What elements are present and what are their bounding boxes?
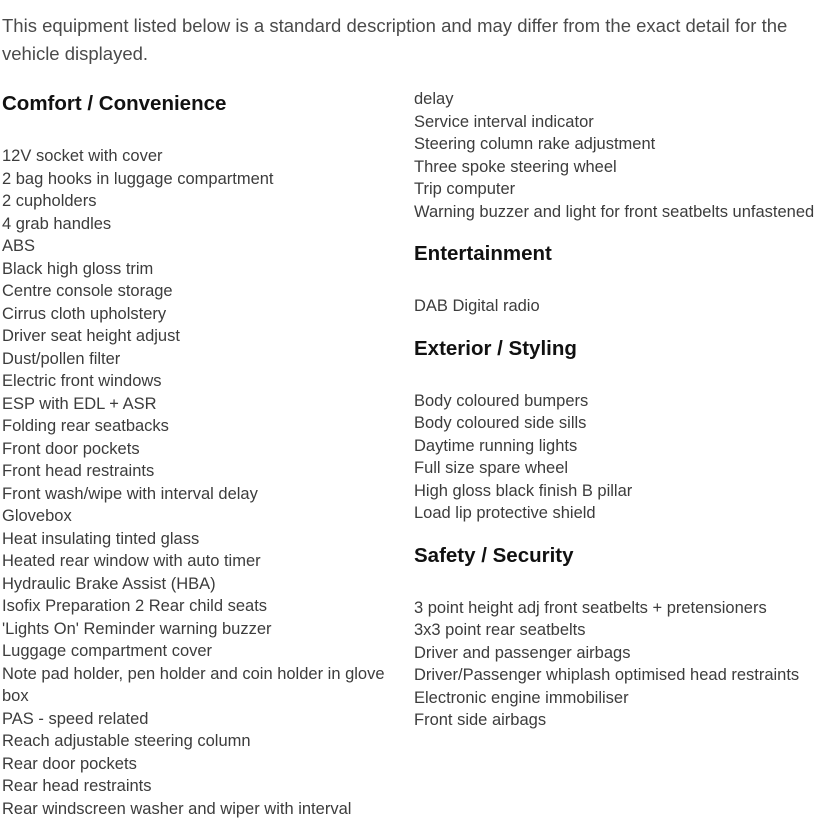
- list-item: Black high gloss trim: [2, 259, 154, 278]
- list-item: Rear head restraints: [2, 777, 152, 795]
- list-item: Heat insulating tinted glass: [2, 529, 200, 548]
- list-item: Driver/Passenger whiplash optimised head restraints: [414, 666, 800, 684]
- list-item: Body coloured bumpers: [414, 391, 589, 410]
- exterior-item-list: [414, 390, 829, 525]
- list-item: Load lip protective shield: [414, 504, 596, 522]
- list-item: Three spoke steering wheel: [414, 157, 617, 176]
- list-item: Electronic engine immobiliser: [414, 688, 629, 707]
- list-item: Rear windscreen washer and wiper with interval: [2, 799, 352, 818]
- list-item: Hydraulic Brake Assist (HBA): [2, 574, 216, 593]
- right-column: [414, 88, 829, 732]
- list-item: 3 point height adj front seatbelts + pretensioners: [414, 598, 767, 617]
- list-item: Front door pockets: [2, 439, 140, 458]
- section-heading-entertainment: Entertainment: [414, 242, 552, 265]
- list-item: 4 grab handles: [2, 214, 112, 233]
- list-item: ABS: [2, 237, 36, 255]
- list-item: Cirrus cloth upholstery: [2, 304, 167, 323]
- entertainment-item-list: [414, 295, 829, 318]
- list-item: Warning buzzer and light for front seatbelts unfastened: [414, 202, 815, 221]
- list-item: 2 bag hooks in luggage compartment: [2, 169, 274, 188]
- list-item: PAS - speed related: [2, 709, 149, 728]
- comfort-continued-list: [414, 88, 829, 223]
- list-item: High gloss black finish B pillar: [414, 481, 633, 500]
- list-item: Front wash/wipe with interval delay: [2, 484, 258, 503]
- list-item: ESP with EDL + ASR: [2, 394, 157, 413]
- list-item: Front head restraints: [2, 462, 155, 480]
- list-item: Full size spare wheel: [414, 459, 569, 477]
- list-item: DAB Digital radio: [414, 297, 540, 315]
- list-item: Driver and passenger airbags: [414, 643, 631, 662]
- section-heading-comfort: Comfort / Convenience: [2, 92, 227, 115]
- list-item: Trip computer: [414, 180, 516, 198]
- list-item: Steering column rake adjustment: [414, 135, 656, 153]
- left-column: [2, 86, 402, 820]
- safety-item-list: [414, 597, 829, 732]
- list-item: 2 cupholders: [2, 192, 97, 210]
- section-heading-exterior: Exterior / Styling: [414, 336, 577, 360]
- list-item: Rear door pockets: [2, 754, 137, 773]
- list-item: Heated rear window with auto timer: [2, 552, 261, 570]
- list-item: Note pad holder, pen holder and coin holder in glove box: [2, 664, 385, 705]
- list-item: Front side airbags: [414, 711, 547, 729]
- list-item: Body coloured side sills: [414, 414, 587, 432]
- list-item: Reach adjustable steering column: [2, 732, 251, 750]
- comfort-item-list: [2, 145, 402, 820]
- list-item: Daytime running lights: [414, 436, 578, 455]
- list-item: Luggage compartment cover: [2, 642, 213, 660]
- list-item: Service interval indicator: [414, 112, 594, 131]
- list-item: 'Lights On' Reminder warning buzzer: [2, 619, 272, 638]
- intro-text: This equipment listed below is a standard description and may differ from the exact detail for the vehicle displayed.: [2, 15, 788, 64]
- section-heading-safety: Safety / Security: [414, 543, 574, 567]
- list-item: Centre console storage: [2, 282, 173, 300]
- list-item: Glovebox: [2, 507, 72, 525]
- list-item: Driver seat height adjust: [2, 327, 180, 345]
- list-item: Folding rear seatbacks: [2, 417, 169, 435]
- list-item: 12V socket with cover: [2, 147, 163, 165]
- list-item: 3x3 point rear seatbelts: [414, 621, 586, 639]
- list-item: delay: [414, 90, 454, 108]
- list-item: Dust/pollen filter: [2, 349, 121, 368]
- list-item: Isofix Preparation 2 Rear child seats: [2, 597, 268, 615]
- list-item: Electric front windows: [2, 372, 162, 390]
